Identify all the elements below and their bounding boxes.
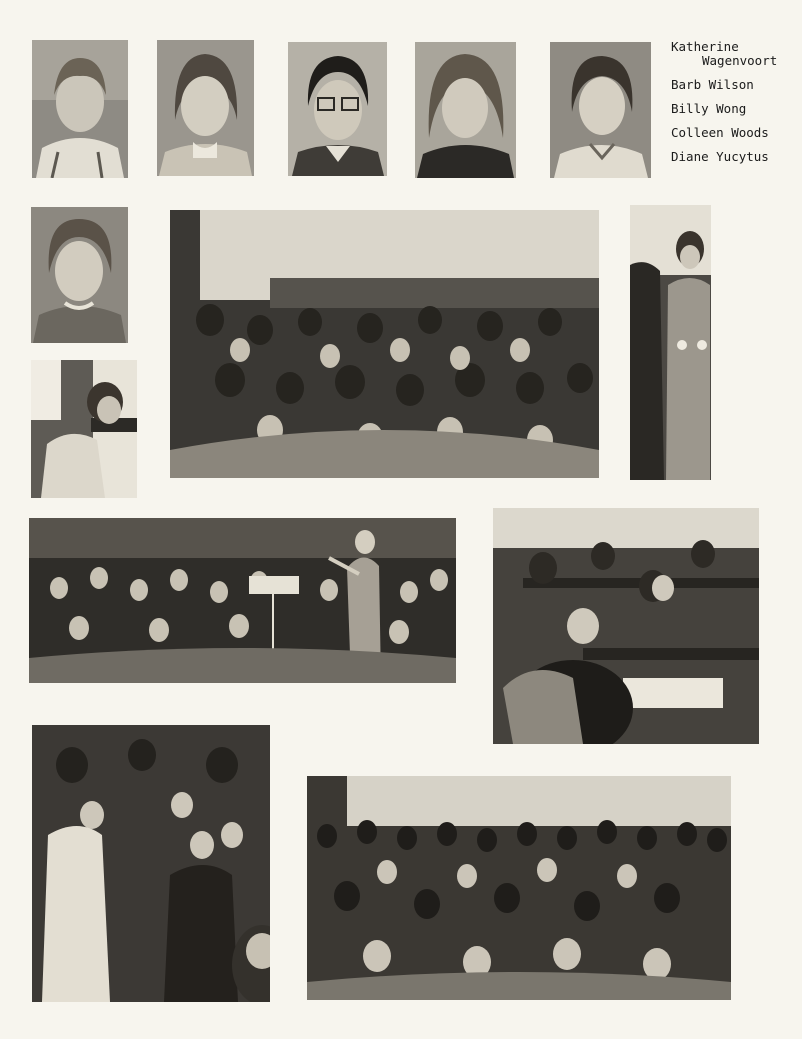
band-conductor-photo	[29, 518, 456, 683]
student-at-desk-photo	[31, 360, 137, 498]
portrait-photo-3	[288, 42, 387, 176]
gym-crowd-photo	[170, 210, 599, 478]
portrait-photo-1	[32, 40, 128, 178]
portrait-name-2: Barb Wilson	[671, 77, 754, 92]
assembly-crowd-photo	[307, 776, 731, 1000]
classroom-test-photo	[493, 508, 759, 744]
portrait-name-5: Diane Yucytus	[671, 149, 769, 164]
portrait-photo-5	[550, 42, 651, 178]
portrait-photo-6	[31, 207, 128, 343]
portrait-name-3: Billy Wong	[671, 101, 747, 116]
portrait-name-list	[671, 40, 796, 174]
portrait-name-1: Katherine Wagenvoort	[671, 39, 778, 68]
portrait-photo-2	[157, 40, 254, 176]
portrait-name-4: Colleen Woods	[671, 125, 769, 140]
portrait-photo-4	[415, 42, 516, 178]
crowd-standing-photo	[32, 725, 270, 1002]
students-standing-photo	[630, 205, 711, 480]
